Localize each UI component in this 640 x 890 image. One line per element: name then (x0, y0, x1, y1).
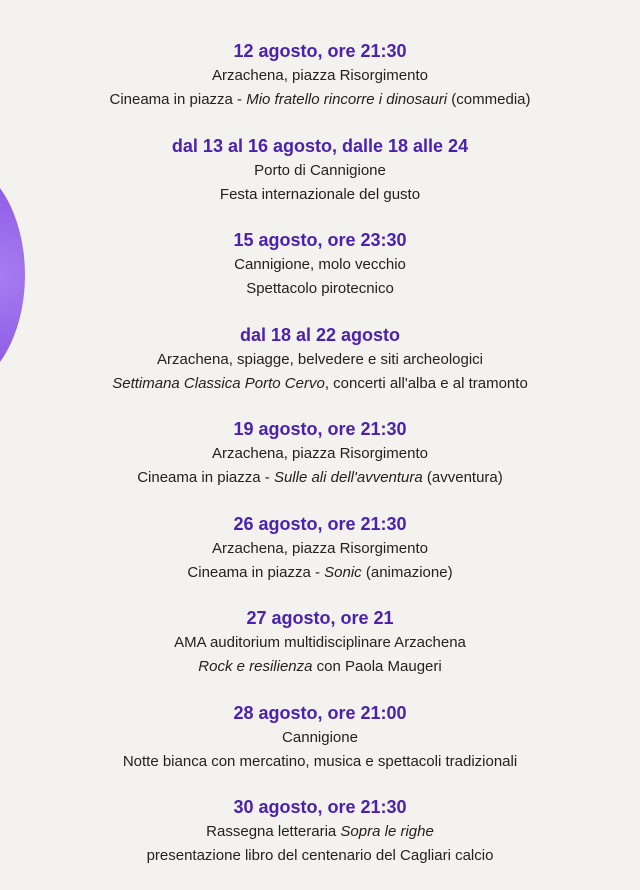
event-title: Settimana Classica Porto Cervo (112, 374, 325, 392)
event-location: Arzachena, spiagge, belvedere e siti archeologici (156, 350, 484, 368)
event-description: Settimana Classica Porto Cervo, concerti all'alba e al tramonto (112, 374, 528, 392)
event-date: 15 agosto, ore 23:30 (233, 230, 407, 250)
event-item (0, 701, 640, 796)
event-date: 27 agosto, ore 21 (246, 608, 394, 628)
event-date: dal 13 al 16 agosto, dalle 18 alle 24 (171, 135, 469, 156)
event-item (0, 323, 640, 418)
event-date: 30 agosto, ore 21:30 (233, 797, 407, 817)
event-description: Cineama in piazza - Sulle ali dell'avventura (avventura) (137, 469, 503, 486)
event-description: Rock e resilienza con Paola Maugeri (198, 658, 442, 675)
event-description: Spettacolo pirotecnico (246, 280, 394, 297)
event-description: presentazione libro del centenario del Cagliari calcio (146, 847, 494, 864)
event-item (0, 39, 640, 134)
event-description: Cineama in piazza - Mio fratello rincorre i dinosauri (commedia) (109, 91, 531, 108)
event-item (0, 228, 640, 323)
event-description: Festa internazionale del gusto (219, 185, 421, 203)
event-title: Sonic (324, 563, 362, 581)
event-title: Mio fratello rincorre i dinosauri (246, 91, 448, 108)
event-title: Sulle ali dell'avventura (273, 469, 423, 486)
event-location: Rassegna letteraria Sopra le righe (206, 823, 434, 840)
event-item (0, 512, 640, 607)
event-title: Sopra le righe (340, 823, 434, 840)
event-location: Arzachena, piazza Risorgimento (212, 539, 428, 557)
event-date: 26 agosto, ore 21:30 (233, 513, 407, 534)
event-date: 19 agosto, ore 21:30 (233, 419, 407, 439)
event-location: Porto di Cannigione (254, 161, 386, 179)
event-item (0, 417, 640, 512)
event-location: Arzachena, piazza Risorgimento (212, 67, 428, 84)
event-date: dal 18 al 22 agosto (239, 324, 401, 345)
event-description: Cineama in piazza - Sonic (animazione) (187, 563, 453, 581)
event-date: 12 agosto, ore 21:30 (233, 41, 407, 61)
event-title: Rock e resilienza (198, 658, 313, 675)
event-location: Cannigione (282, 728, 358, 746)
event-item (0, 134, 640, 229)
event-description: Notte bianca con mercatino, musica e spettacoli tradizionali (122, 752, 518, 770)
event-item (0, 606, 640, 701)
event-list (0, 39, 640, 890)
event-location: AMA auditorium multidisciplinare Arzachena (174, 634, 466, 651)
event-item (0, 795, 640, 890)
event-location: Arzachena, piazza Risorgimento (212, 445, 428, 462)
event-date: 28 agosto, ore 21:00 (233, 702, 407, 723)
event-location: Cannigione, molo vecchio (234, 256, 406, 273)
